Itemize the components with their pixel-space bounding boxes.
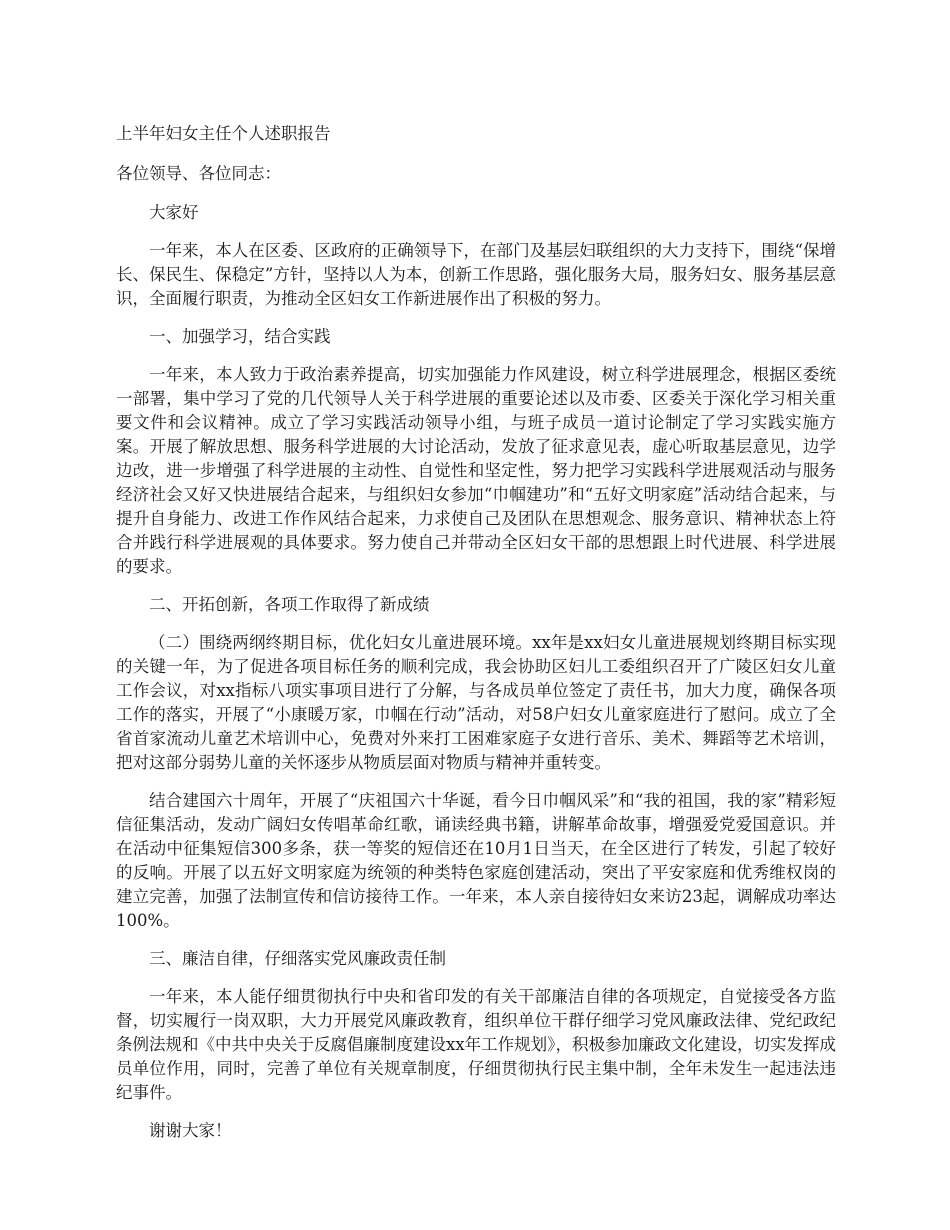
document-title: 上半年妇女主任个人述职报告 (116, 124, 331, 143)
section-3-paragraph: 一年来，本人能仔细贯彻执行中央和省印发的有关干部廉洁自律的各项规定，自觉接受各方监督，切实履行一岗双职，大力开展党风廉政教育，组织单位干群仔细学习党风廉政法律、党纪政纪条例法规和《中共中央关于反腐倡廉制度建设xx年工作规划》，积极参加廉政文化建设，切实发挥成员单位作用，同时，完善了单位有关规章制度，仔细贯彻执行民主集中制，全年未发生一起违法违纪事件。 (116, 987, 836, 1102)
section-1-heading: 一、加强学习，结合实践 (149, 327, 331, 346)
section-2-paragraph-2: 结合建国六十周年，开展了“庆祖国六十华诞，看今日巾帼风采”和“我的祖国，我的家”精彩短信征集活动，发动广阔妇女传唱革命红歌，诵读经典书籍，讲解革命故事，增强爱党爱国意识。并在活动中征集短信300多条，获一等奖的短信还在10月1日当天，在全区进行了转发，引起了较好的反响。开展了以五好文明家庭为统领的种类特色家庭创建活动，突出了平安家庭和优秀维权岗的建立完善，加强了法制宣传和信访接待工作。一年来，本人亲自接待妇女来访23起，调解成功率达100%。 (116, 791, 836, 930)
section-1-paragraph: 一年来，本人致力于政治素养提高，切实加强能力作风建设，树立科学进展理念，根据区委统一部署，集中学习了党的几代领导人关于科学进展的重要论述以及市委、区委关于深化学习相关重要文件和会议精神。成立了学习实践活动领导小组，与班子成员一道讨论制定了学习实践实施方案。开展了解放思想、服务科学进展的大讨论活动，发放了征求意见表，虚心听取基层意见，边学边改，进一步增强了科学进展的主动性、自觉性和坚定性，努力把学习实践科学进展观活动与服务经济社会又好又快进展结合起来，与组织妇女参加“巾帼建功”和“五好文明家庭”活动结合起来，与提升自身能力、改进工作作风结合起来，力求使自己及团队在思想观念、服务意识、精神状态上符合并践行科学进展观的具体要求。努力使自己并带动全区妇女干部的思想跟上时代进展、科学进展的要求。 (116, 365, 836, 576)
section-2-paragraph-1: （二）围绕两纲终期目标，优化妇女儿童进展环境。xx年是xx妇女儿童进展规划终期目标实现的关键一年，为了促进各项目标任务的顺利完成，我会协助区妇儿工委组织召开了广陵区妇女儿童工作会议，对xx指标八项实事项目进行了分解，与各成员单位签定了责任书，加大力度，确保各项工作的落实，开展了“小康暖万家，巾帼在行动”活动，对58户妇女儿童家庭进行了慰问。成立了全省首家流动儿童艺术培训中心，免费对外来打工困难家庭子女进行音乐、美术、舞蹈等艺术培训，把对这部分弱势儿童的关怀逐步从物质层面对物质与精神并重转变。 (116, 633, 836, 772)
salutation: 各位领导、各位同志： (116, 164, 281, 183)
section-3-heading: 三、廉洁自律，仔细落实党风廉政责任制 (149, 949, 446, 968)
document-page (116, 121, 836, 1157)
intro-paragraph: 一年来，本人在区委、区政府的正确领导下，在部门及基层妇联组织的大力支持下，围绕“保增长、保民生、保稳定”方针，坚持以人为本，创新工作思路，强化服务大局，服务妇女、服务基层意识，全面履行职责，为推动全区妇女工作新进展作出了积极的努力。 (116, 241, 836, 308)
closing-line: 谢谢大家！ (149, 1121, 232, 1140)
greeting: 大家好 (149, 203, 199, 222)
section-2-heading: 二、开拓创新，各项工作取得了新成绩 (149, 595, 430, 614)
